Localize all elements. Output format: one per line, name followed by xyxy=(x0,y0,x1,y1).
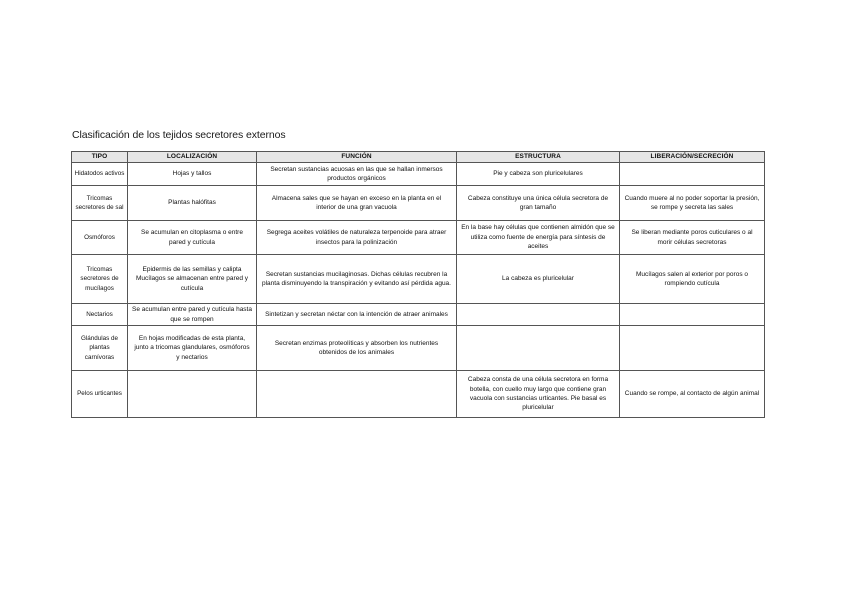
cell-tipo: Tricomas secretores de mucílagos xyxy=(72,255,128,304)
cell-funcion: Sintetizan y secretan néctar con la intención de atraer animales xyxy=(257,304,457,326)
cell-estructura: En la base hay células que contienen almidón que se utiliza como fuente de energía para síntesis de aceites xyxy=(457,221,620,255)
cell-estructura xyxy=(457,326,620,371)
table-row xyxy=(72,326,765,371)
cell-funcion: Secretan sustancias mucilaginosas. Dichas células recubren la planta disminuyendo la transpiración y evitando así pérdida agua. xyxy=(257,255,457,304)
cell-tipo: Osmóforos xyxy=(72,221,128,255)
header-localizacion: LOCALIZACIÓN xyxy=(128,152,257,163)
cell-localizacion: Se acumulan en citoplasma o entre pared y cutícula xyxy=(128,221,257,255)
cell-tipo: Tricomas secretores de sal xyxy=(72,186,128,221)
header-estructura: ESTRUCTURA xyxy=(457,152,620,163)
table-row xyxy=(72,186,765,221)
document-title: Clasificación de los tejidos secretores externos xyxy=(72,129,286,141)
cell-estructura: Cabeza consta de una célula secretora en forma botella, con cuello muy largo que contiene gran vacuola con sustancias urticantes. Pie basal es pluricelular xyxy=(457,371,620,418)
cell-liberacion xyxy=(620,304,765,326)
cell-funcion: Almacena sales que se hayan en exceso en la planta en el interior de una gran vacuola xyxy=(257,186,457,221)
cell-funcion: Segrega aceites volátiles de naturaleza terpenoide para atraer insectos para la polinización xyxy=(257,221,457,255)
cell-tipo: Nectarios xyxy=(72,304,128,326)
cell-funcion: Secretan sustancias acuosas en las que se hallan inmersos productos orgánicos xyxy=(257,163,457,186)
cell-funcion: Secretan enzimas proteolíticas y absorben los nutrientes obtenidos de los animales xyxy=(257,326,457,371)
header-funcion: FUNCIÓN xyxy=(257,152,457,163)
cell-funcion xyxy=(257,371,457,418)
cell-liberacion: Mucílagos salen al exterior por poros o rompiendo cutícula xyxy=(620,255,765,304)
cell-estructura xyxy=(457,304,620,326)
cell-estructura: La cabeza es pluricelular xyxy=(457,255,620,304)
cell-estructura: Pie y cabeza son pluricelulares xyxy=(457,163,620,186)
cell-liberacion xyxy=(620,326,765,371)
table-row xyxy=(72,163,765,186)
localizacion-line: Epidermis de las semillas y calipta xyxy=(142,265,242,273)
cell-localizacion xyxy=(128,371,257,418)
table-header-row xyxy=(72,152,765,163)
secretory-tissues-table xyxy=(71,151,765,418)
cell-tipo: Glándulas de plantas carnívoras xyxy=(72,326,128,371)
table-row xyxy=(72,255,765,304)
cell-liberacion xyxy=(620,163,765,186)
cell-localizacion: Hojas y tallos xyxy=(128,163,257,186)
cell-liberacion: Se liberan mediante poros cuticulares o al morir células secretoras xyxy=(620,221,765,255)
table-row xyxy=(72,304,765,326)
cell-liberacion: Cuando se rompe, al contacto de algún animal xyxy=(620,371,765,418)
cell-localizacion xyxy=(128,255,257,304)
header-tipo: TIPO xyxy=(72,152,128,163)
cell-tipo: Hidatodos activos xyxy=(72,163,128,186)
cell-tipo: Pelos urticantes xyxy=(72,371,128,418)
cell-localizacion: Se acumulan entre pared y cutícula hasta que se rompen xyxy=(128,304,257,326)
cell-localizacion: En hojas modificadas de esta planta, junto a tricomas glandulares, osmóforos y nectarios xyxy=(128,326,257,371)
header-liberacion: LIBERACIÓN/SECRECIÓN xyxy=(620,152,765,163)
cell-liberacion: Cuando muere al no poder soportar la presión, se rompe y secreta las sales xyxy=(620,186,765,221)
table-row xyxy=(72,221,765,255)
localizacion-line: Mucílagos se almacenan entre pared y cutícula xyxy=(135,275,248,292)
cell-estructura: Cabeza constituye una única célula secretora de gran tamaño xyxy=(457,186,620,221)
cell-localizacion: Plantas halófitas xyxy=(128,186,257,221)
table-row xyxy=(72,371,765,418)
